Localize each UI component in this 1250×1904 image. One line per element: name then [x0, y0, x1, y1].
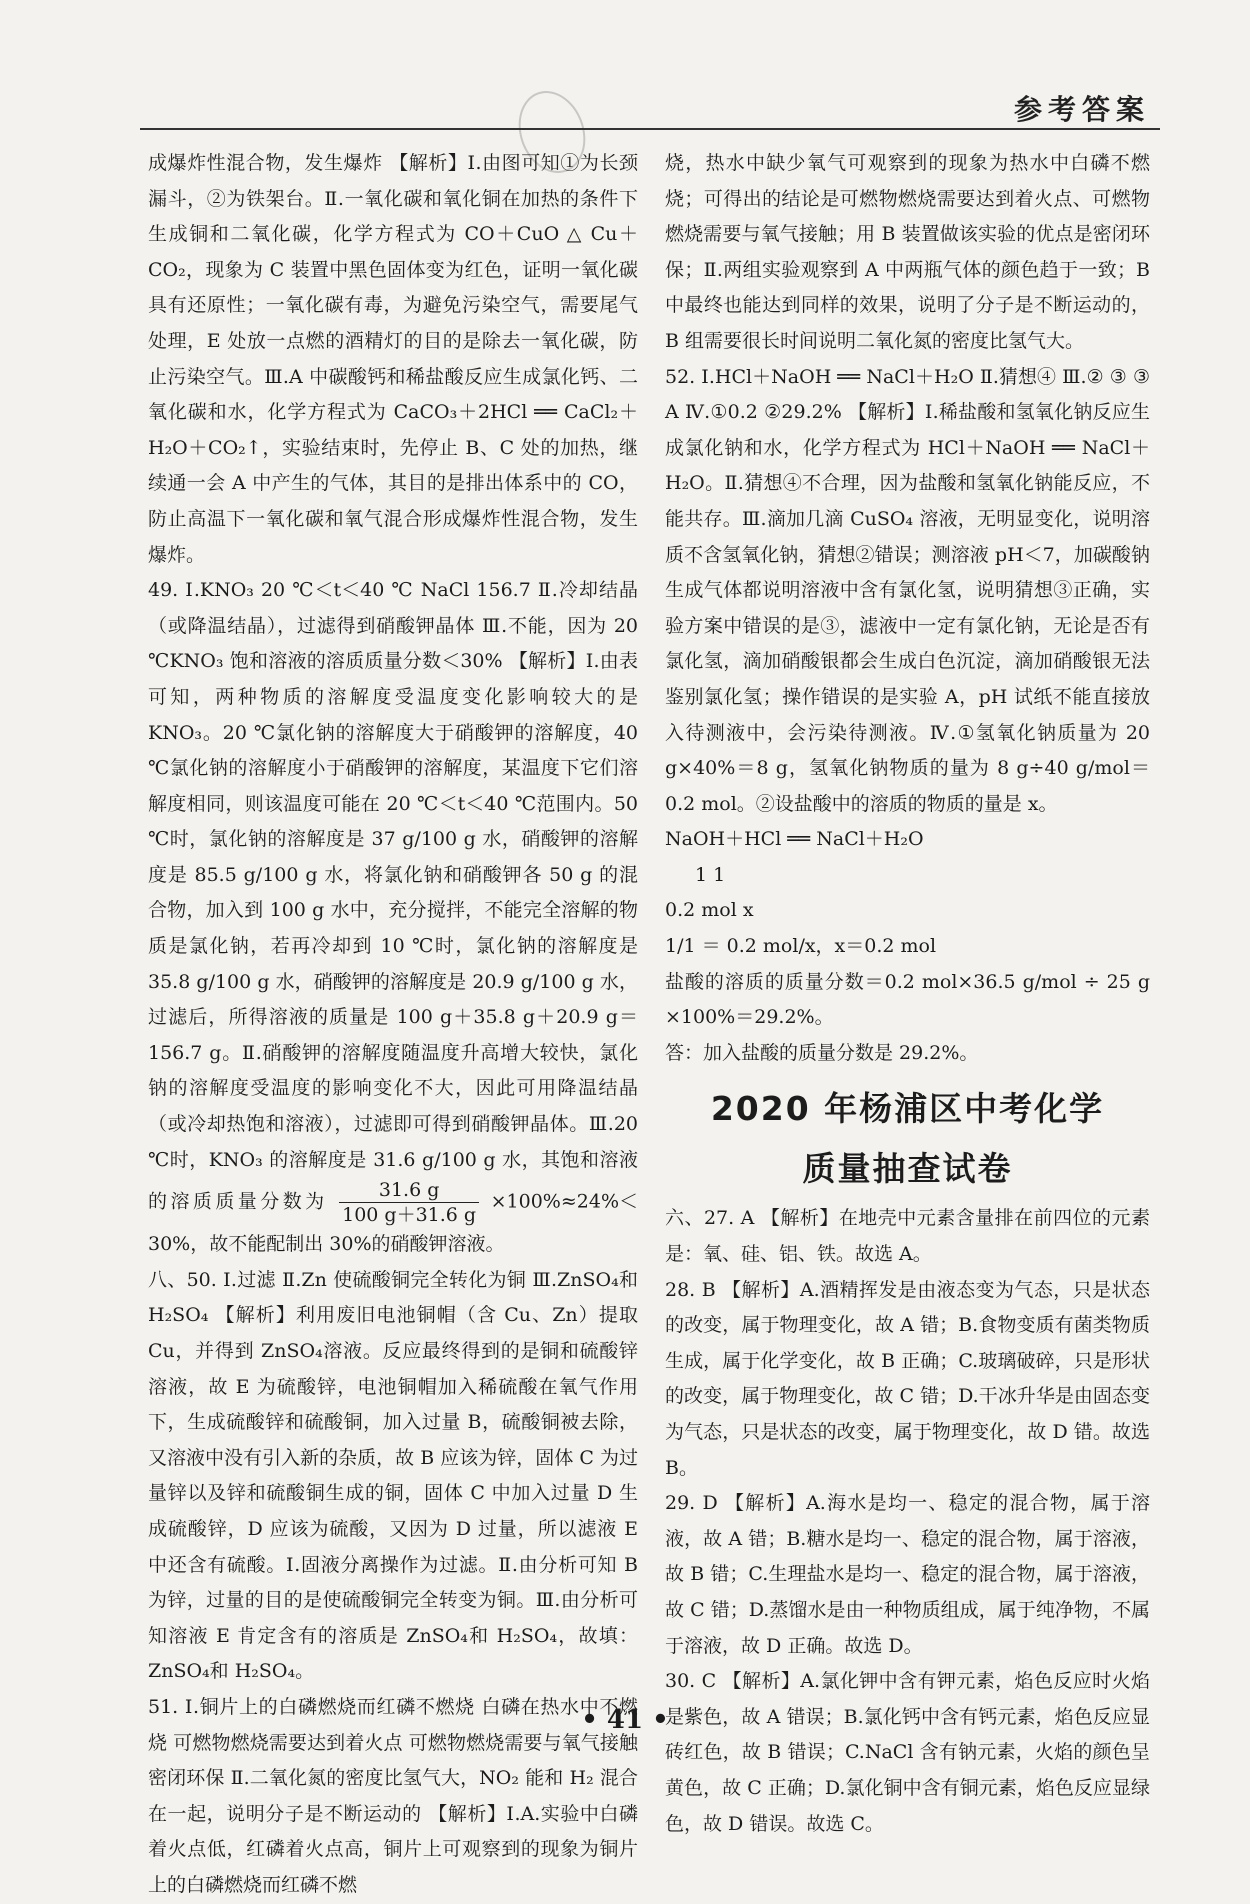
- answer-52: 52. Ⅰ.HCl＋NaOH ══ NaCl＋H₂O Ⅱ.猜想④ Ⅲ.② ③ ③ A Ⅳ.①0.2 ②29.2% 【解析】Ⅰ.稀盐酸和氢氧化钠反应生成氯化钠和水，化学方程式为 HCl＋NaOH ══ NaCl＋H₂O。Ⅱ.猜想④不合理，因为盐酸和氢氧化钠能反应，不能共存。Ⅲ.滴加几滴 CuSO₄ 溶液，无明显变化，说明溶质不含氢氧化钠，猜想②错误；测溶液 pH＜7，加碳酸钠生成气体都说明溶液中含有氯化氢，说明猜想③正确，实验方案中错误的是③，滤液中一定有氯化钠，无论是否有氯化氢，滴加硝酸银都会生成白色沉淀，滴加硝酸银无法鉴别氯化氢；操作错误的是实验 A，pH 试纸不能直接放入待测液中，会污染待测液。Ⅳ.①氢氧化钠质量为 20 g×40%＝8 g，氢氧化钠物质的量为 8 g÷40 g/mol＝0.2 mol。②设盐酸中的溶质的物质的量是 x。: [665, 365, 1150, 815]
- answer-51-continued: 烧，热水中缺少氧气可观察到的现象为热水中白磷不燃烧；可得出的结论是可燃物燃烧需要达到着火点、可燃物燃烧需要与氧气接触；用 B 装置做该实验的优点是密闭环保；Ⅱ.两组实验观察到 A 中两瓶气体的颜色趋于一致；B 中最终也能达到同样的效果，说明了分子是不断运动的，B 组需要很长时间说明二氧化氮的密度比氢气大。: [665, 152, 1150, 352]
- page-number: • 41 •: [581, 1705, 669, 1735]
- ratio-line-2: 0.2 mol x: [665, 899, 754, 922]
- final-answer-line: 答：加入盐酸的质量分数是 29.2%。: [665, 1041, 979, 1064]
- answer-27: 六、27. A 【解析】在地壳中元素含量排在前四位的元素是：氧、硅、铝、铁。故选 A。: [665, 1207, 1150, 1266]
- fraction-denominator: 100 g＋31.6 g: [342, 1204, 477, 1227]
- header-title: 参考答案: [1013, 93, 1150, 126]
- equation-line: NaOH＋HCl ══ NaCl＋H₂O: [665, 828, 924, 851]
- fraction-numerator: 31.6 g: [339, 1178, 479, 1203]
- ratio-line-1: 1 1: [695, 863, 726, 886]
- answer-28: 28. B 【解析】A.酒精挥发是由液态变为气态，只是状态的改变，属于物理变化，故 A 错；B.食物变质有菌类物质生成，属于化学变化，故 B 正确；C.玻璃破碎，只是形状的改变，属于物理变化，故 C 错；D.干冰升华是由固态变为气态，只是状态的改变，属于物理变化，故 D 错。故选 B。: [665, 1278, 1150, 1479]
- left-column: [148, 146, 638, 1904]
- section-title-line-1: 2020 年杨浦区中考化学: [710, 1089, 1105, 1129]
- header-rule: [140, 128, 1160, 130]
- answer-49-text: 49. Ⅰ.KNO₃ 20 ℃＜t＜40 ℃ NaCl 156.7 Ⅱ.冷却结晶（或降温结晶），过滤得到硝酸钾晶体 Ⅲ.不能，因为 20 ℃KNO₃ 饱和溶液的溶质质量分数＜30% 【解析】Ⅰ.由表可知，两种物质的溶解度受温度变化影响较大的是 KNO₃。20 ℃氯化钠的溶解度大于硝酸钾的溶解度，40 ℃氯化钠的溶解度小于硝酸钾的溶解度，某温度下它们溶解度相同，则该温度可能在 20 ℃＜t＜40 ℃范围内。50 ℃时，氯化钠的溶解度是 37 g/100 g 水，硝酸钾的溶解度是 85.5 g/100 g 水，将氯化钠和硝酸钾各 50 g 的混合物，加入到 100 g 水中，充分搅拌，不能完全溶解的物质是氯化钠，若再冷却到 10 ℃时，氯化钠的溶解度是 35.8 g/100 g 水，硝酸钾的溶解度是 20.9 g/100 g 水，过滤后，所得溶液的质量是 100 g＋35.8 g＋20.9 g＝156.7 g。Ⅱ.硝酸钾的溶解度随温度升高增大较快，氯化钠的溶解度受温度的影响变化不大，因此可用降温结晶（或冷却热饱和溶液），过滤即可得到硝酸钾晶体。Ⅲ.20 ℃时，KNO₃ 的溶解度是 31.6 g/100 g 水，其饱和溶液的溶质质量分数为: [148, 579, 638, 1213]
- section-title-line-2: 质量抽查试卷: [802, 1149, 1013, 1189]
- proportion-line: 1/1 ＝ 0.2 mol/x，x＝0.2 mol: [665, 935, 937, 958]
- answer-29: 29. D 【解析】A.海水是均一、稳定的混合物，属于溶液，故 A 错；B.糖水是均一、稳定的混合物，属于溶液，故 B 错；C.生理盐水是均一、稳定的混合物，属于溶液，故 C 错；D.蒸馏水是由一种物质组成，属于纯净物，不属于溶液，故 D 正确。故选 D。: [665, 1492, 1150, 1657]
- right-column: [665, 146, 1150, 1842]
- answer-50: 八、50. Ⅰ.过滤 Ⅱ.Zn 使硫酸铜完全转化为铜 Ⅲ.ZnSO₄和 H₂SO₄ 【解析】利用废旧电池铜帽（含 Cu、Zn）提取 Cu，并得到 ZnSO₄溶液。反应最终得到的是铜和硫酸锌溶液，故 E 为硫酸锌，电池铜帽加入稀硫酸在氧气作用下，生成硫酸锌和硫酸铜，加入过量 B，硫酸铜被去除，又溶液中没有引入新的杂质，故 B 应该为锌，固体 C 为过量锌以及锌和硫酸铜生成的铜，固体 C 中加入过量 D 生成硫酸锌，D 应该为硫酸，又因为 D 过量，所以滤液 E 中还含有硫酸。Ⅰ.固液分离操作为过滤。Ⅱ.由分析可知 B 为锌，过量的目的是使硫酸铜完全转变为铜。Ⅲ.由分析可知溶液 E 肯定含有的溶质是 ZnSO₄和 H₂SO₄，故填：ZnSO₄和 H₂SO₄。: [148, 1268, 638, 1683]
- answer-49-tail: ×100%≈24%＜30%，故不能配制出 30%的硝酸钾溶液。: [148, 1190, 638, 1256]
- section-title: [665, 1079, 1150, 1199]
- answer-49: [148, 573, 638, 1263]
- answer-51: 51. Ⅰ.铜片上的白磷燃烧而红磷不燃烧 白磷在热水中不燃烧 可燃物燃烧需要达到着火点 可燃物燃烧需要与氧气接触 密闭环保 Ⅱ.二氧化氮的密度比氢气大，NO₂ 能和 H₂ 混合在一起，说明分子是不断运动的 【解析】Ⅰ.A.实验中白磷着火点低，红磷着火点高，铜片上可观察到的现象为铜片上的白磷燃烧而红磷不燃: [148, 1695, 638, 1896]
- answer-48-continued: 成爆炸性混合物，发生爆炸 【解析】Ⅰ.由图可知①为长颈漏斗，②为铁架台。Ⅱ.一氧化碳和氧化铜在加热的条件下生成铜和二氧化碳，化学方程式为 CO＋CuO △ Cu＋CO₂，现象为 C 装置中黑色固体变为红色，证明一氧化碳具有还原性；一氧化碳有毒，为避免污染空气，需要尾气处理，E 处放一点燃的酒精灯的目的是除去一氧化碳，防止污染空气。Ⅲ.A 中碳酸钙和稀盐酸反应生成氯化钙、二氧化碳和水，化学方程式为 CaCO₃＋2HCl ══ CaCl₂＋H₂O＋CO₂↑，实验结束时，先停止 B、C 处的加热，继续通一会 A 中产生的气体，其目的是排出体系中的 CO，防止高温下一氧化碳和氧气混合形成爆炸性混合物，发生爆炸。: [148, 152, 638, 566]
- mass-fraction-line: 盐酸的溶质的质量分数＝0.2 mol×36.5 g/mol ÷ 25 g ×100%＝29.2%。: [665, 970, 1150, 1029]
- fraction-kno3: [339, 1178, 479, 1227]
- answer-30: 30. C 【解析】A.氯化钾中含有钾元素，焰色反应时火焰是紫色，故 A 错误；B.氯化钙中含有钙元素，焰色反应显砖红色，故 B 错误；C.NaCl 含有钠元素，火焰的颜色呈黄色，故 C 正确；D.氯化铜中含有铜元素，焰色反应显绿色，故 D 错误。故选 C。: [665, 1670, 1150, 1835]
